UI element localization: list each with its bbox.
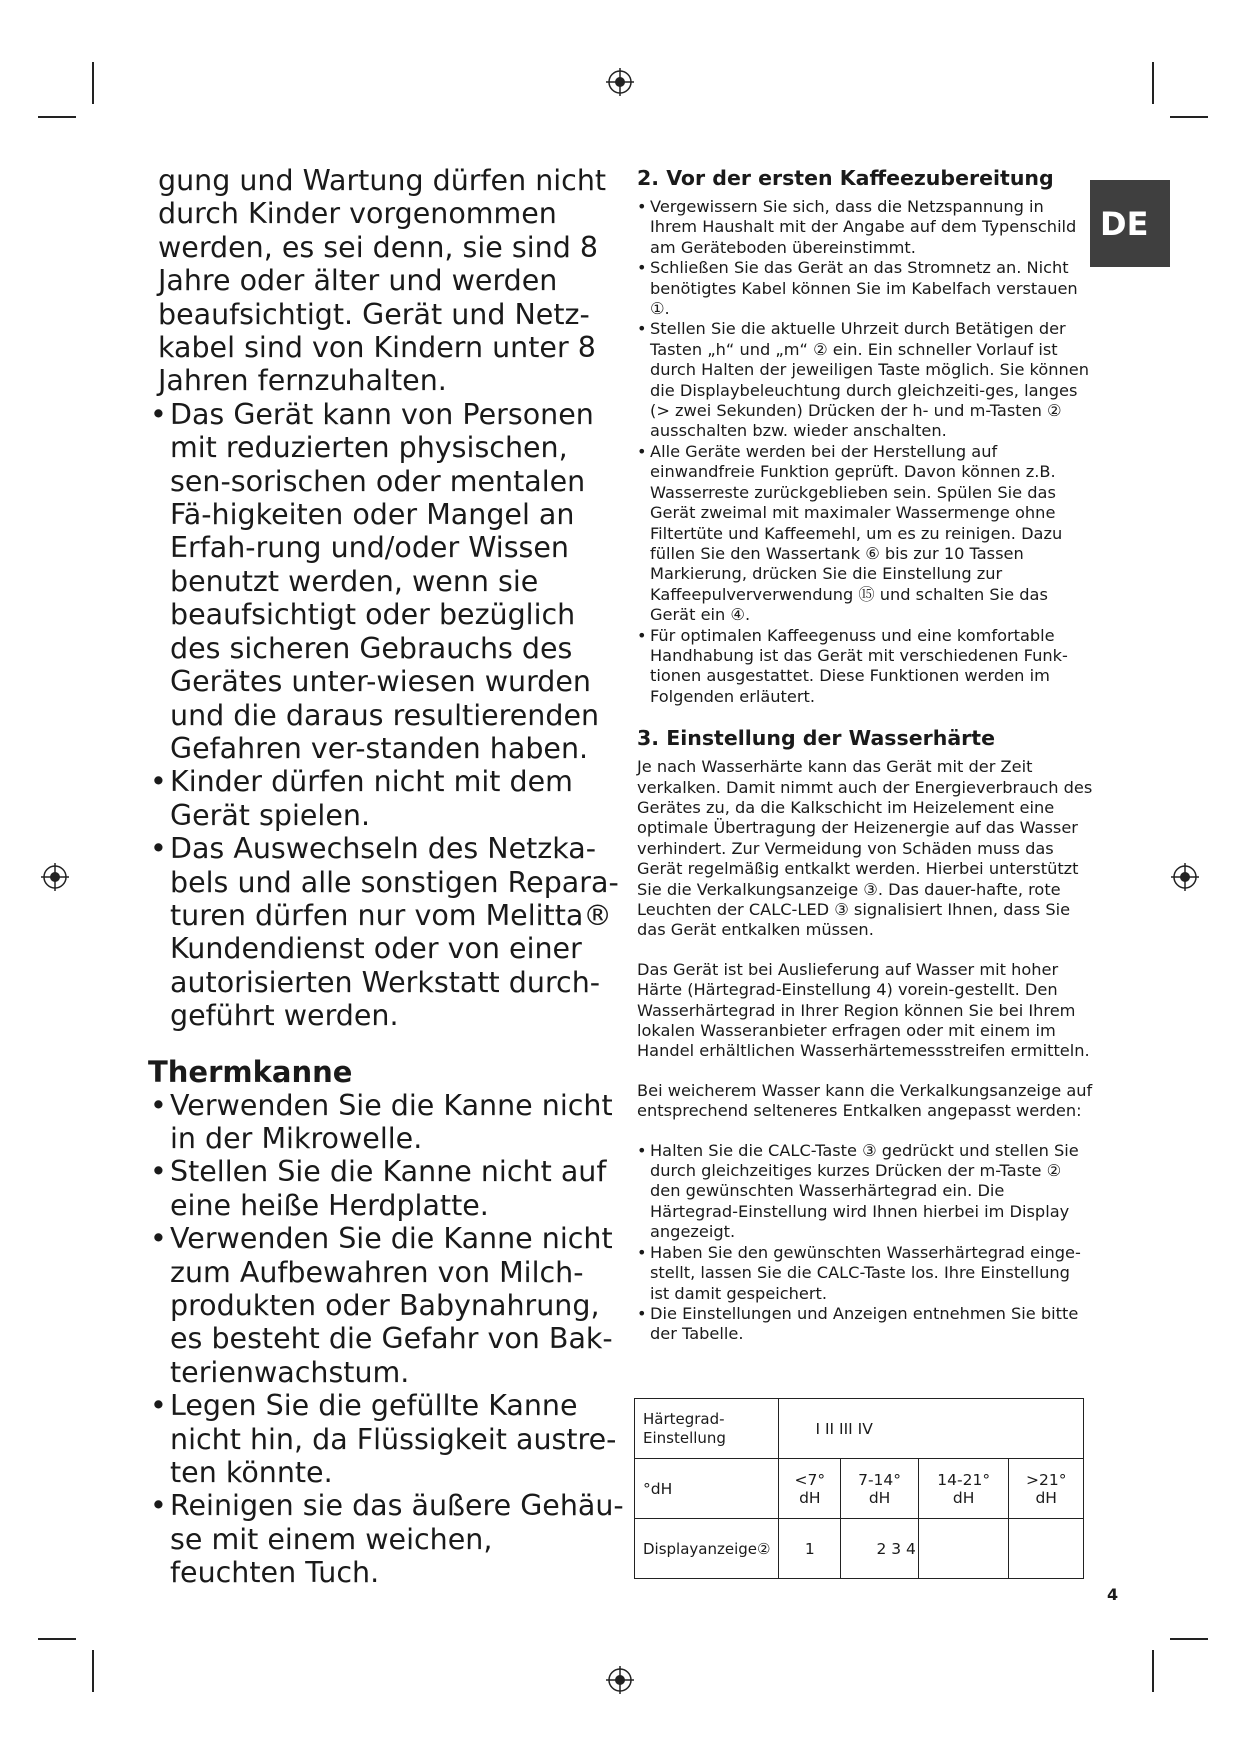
crop-mark bbox=[1170, 116, 1208, 118]
table-row bbox=[635, 1519, 1084, 1579]
table-cell: I II III IV bbox=[779, 1399, 1084, 1459]
list-item: • Die Einstellungen und Anzeigen entnehmen Sie bitte der Tabelle. bbox=[637, 1304, 1093, 1345]
intro-paragraph: gung und Wartung dürfen nicht durch Kinder vorgenommen werden, es sei denn, sie sind 8 Jahre oder älter und werden beaufsichtigt. Gerät und Netz-kabel sind von Kindern unter 8 Jahren fernzuhalten. bbox=[158, 164, 607, 398]
paragraph: Das Gerät ist bei Auslieferung auf Wasser mit hoher Härte (Härtegrad-Einstellung 4) vorein-gestellt. Den Wasserhärtegrad in Ihrer Region können Sie bei Ihrem lokalen Wasseranbieter erfragen oder mit einem im Handel erhältlichen Wasserhärtemessstreifen ermitteln. bbox=[637, 959, 1090, 1061]
right-column bbox=[637, 165, 1093, 1345]
paragraph: Bei weicherem Wasser kann die Verkalkungsanzeige auf entsprechend selteneres Entkalken angepasst werden: bbox=[637, 1080, 1093, 1121]
cell-value: 7-14° bbox=[858, 1470, 902, 1489]
page-number: 4 bbox=[1107, 1585, 1119, 1604]
table-cell bbox=[779, 1459, 841, 1519]
thermo-heading: Thermkanne bbox=[148, 1054, 353, 1089]
cell-value: 14-21° bbox=[937, 1470, 991, 1489]
list-item: • Halten Sie die CALC-Taste ③ gedrückt und stellen Sie durch gleichzeitiges kurzes Drücken der m-Taste ② den gewünschten Wasserhärtegrad ein. Die Härtegrad-Einstellung wird Ihnen hierbei im Display angezeigt. bbox=[637, 1141, 1093, 1243]
cell-value: >21° bbox=[1025, 1470, 1067, 1489]
registration-mark-icon bbox=[605, 1665, 635, 1695]
list-item: • Stellen Sie die aktuelle Uhrzeit durch Betätigen der Tasten „h“ und „m“ ② ein. Ein schneller Vorlauf ist durch Halten der jeweiligen Taste möglich. Sie können die Displaybeleuchtung durch gleichzeiti-ges, langes (> zwei Sekunden) Drücken der h- und m-Tasten ② ausschalten bzw. wieder anschalten. bbox=[637, 319, 1093, 441]
cell-unit: dH bbox=[868, 1488, 891, 1507]
left-column bbox=[148, 164, 626, 1590]
language-tab: DE bbox=[1090, 180, 1170, 267]
crop-mark bbox=[1170, 1638, 1208, 1640]
table-cell bbox=[1009, 1459, 1084, 1519]
list-item: • Für optimalen Kaffeegenuss und eine komfortable Handhabung ist das Gerät mit verschiedenen Funk-tionen ausgestattet. Diese Funktionen werden im Folgenden erläutert. bbox=[637, 626, 1093, 708]
paragraph: Je nach Wasserhärte kann das Gerät mit der Zeit verkalken. Damit nimmt auch der Energieverbrauch des Gerätes zu, da die Kalkschicht im Heizelement eine optimale Übertragung der Heizenergie auf das Wasser verhindert. Zur Vermeidung von Schäden muss das Gerät regelmäßig entkalkt werden. Hierbei unterstützt Sie die Verkalkungsanzeige ③. Das dauer-hafte, rote Leuchten der CALC-LED ③ signalisiert Ihnen, dass Sie das Gerät entkalken müssen. bbox=[637, 757, 1093, 940]
section-2-list bbox=[637, 197, 1093, 707]
crop-mark bbox=[38, 1638, 76, 1640]
section-3-heading: 3. Einstellung der Wasserhärte bbox=[637, 726, 995, 751]
table-cell bbox=[1009, 1519, 1084, 1579]
safety-bullet: • Kinder dürfen nicht mit dem Gerät spielen. bbox=[158, 765, 626, 832]
crop-mark bbox=[38, 116, 76, 118]
section-3-list bbox=[637, 1141, 1093, 1345]
list-item: • Haben Sie den gewünschten Wasserhärtegrad einge-stellt, lassen Sie die CALC-Taste los. Ihre Einstellung ist damit gespeichert. bbox=[637, 1243, 1093, 1304]
crop-mark bbox=[1152, 1650, 1154, 1692]
registration-mark-icon bbox=[1170, 862, 1200, 892]
thermo-bullet: • Verwenden Sie die Kanne nicht zum Aufbewahren von Milch-produkten oder Babynahrung, es besteht die Gefahr von Bak-terienwachstum. bbox=[158, 1222, 626, 1389]
registration-mark-icon bbox=[605, 67, 635, 97]
list-item: • Alle Geräte werden bei der Herstellung auf einwandfreie Funktion geprüft. Davon können z.B. Wasserreste zurückgeblieben sein. Spülen Sie das Gerät zweimal mit maximaler Wassermenge ohne Filtertüte und Kaffeemehl, um es zu reinigen. Dazu füllen Sie den Wassertank ⑥ bis zur 10 Tassen Markierung, drücken Sie die Einstellung zur Kaffeepulververwendung ⑮ und schalten Sie das Gerät ein ④. bbox=[637, 442, 1093, 626]
list-item: • Schließen Sie das Gerät an das Stromnetz an. Nicht benötigtes Kabel können Sie im Kabelfach verstauen ①. bbox=[637, 258, 1093, 319]
list-item: • Vergewissern Sie sich, dass die Netzspannung in Ihrem Haushalt mit der Angabe auf dem Typenschild am Geräteboden übereinstimmt. bbox=[637, 197, 1093, 258]
water-hardness-table bbox=[634, 1398, 1084, 1579]
table-cell: 1 bbox=[779, 1519, 841, 1579]
cell-unit: dH bbox=[799, 1488, 821, 1507]
safety-bullet: • Das Auswechseln des Netzka-bels und alle sonstigen Repara-turen dürfen nur vom Melitta® Kundendienst oder von einer autorisierten Werkstatt durch-geführt werden. bbox=[158, 832, 626, 1032]
section-2-heading: 2. Vor der ersten Kaffeezubereitung bbox=[637, 166, 1054, 190]
cell-value: <7° bbox=[794, 1470, 826, 1489]
cell-unit: dH bbox=[1035, 1488, 1057, 1507]
table-row bbox=[635, 1459, 1084, 1519]
thermo-bullet: • Legen Sie die gefüllte Kanne nicht hin, da Flüssigkeit austre-ten könnte. bbox=[158, 1389, 626, 1489]
table-cell: Härtegrad-Einstellung bbox=[635, 1399, 779, 1459]
table-row bbox=[635, 1399, 1084, 1459]
table-cell bbox=[841, 1459, 919, 1519]
crop-mark bbox=[92, 1650, 94, 1692]
thermo-bullet: • Stellen Sie die Kanne nicht auf eine heiße Herdplatte. bbox=[158, 1155, 626, 1222]
safety-bullet: • Das Gerät kann von Personen mit reduzierten physischen, sen-sorischen oder mentalen Fä-higkeiten oder Mangel an Erfah-rung und/oder Wissen benutzt werden, wenn sie beaufsichtigt oder bezüglich des sicheren Gebrauchs des Gerätes unter-wiesen wurden und die daraus resultierenden Gefahren ver-standen haben. bbox=[158, 398, 626, 765]
thermo-bullet: • Verwenden Sie die Kanne nicht in der Mikrowelle. bbox=[158, 1089, 626, 1156]
registration-mark-icon bbox=[40, 862, 70, 892]
table-cell bbox=[918, 1459, 1009, 1519]
table-cell: °dH bbox=[635, 1459, 779, 1519]
crop-mark bbox=[92, 62, 94, 104]
table-cell: 2 3 4 bbox=[841, 1519, 919, 1579]
table-cell bbox=[918, 1519, 1009, 1579]
cell-unit: dH bbox=[952, 1488, 975, 1507]
crop-mark bbox=[1152, 62, 1154, 104]
thermo-bullet: • Reinigen sie das äußere Gehäu-se mit einem weichen, feuchten Tuch. bbox=[158, 1489, 626, 1589]
table-cell: Displayanzeige② bbox=[635, 1519, 779, 1579]
